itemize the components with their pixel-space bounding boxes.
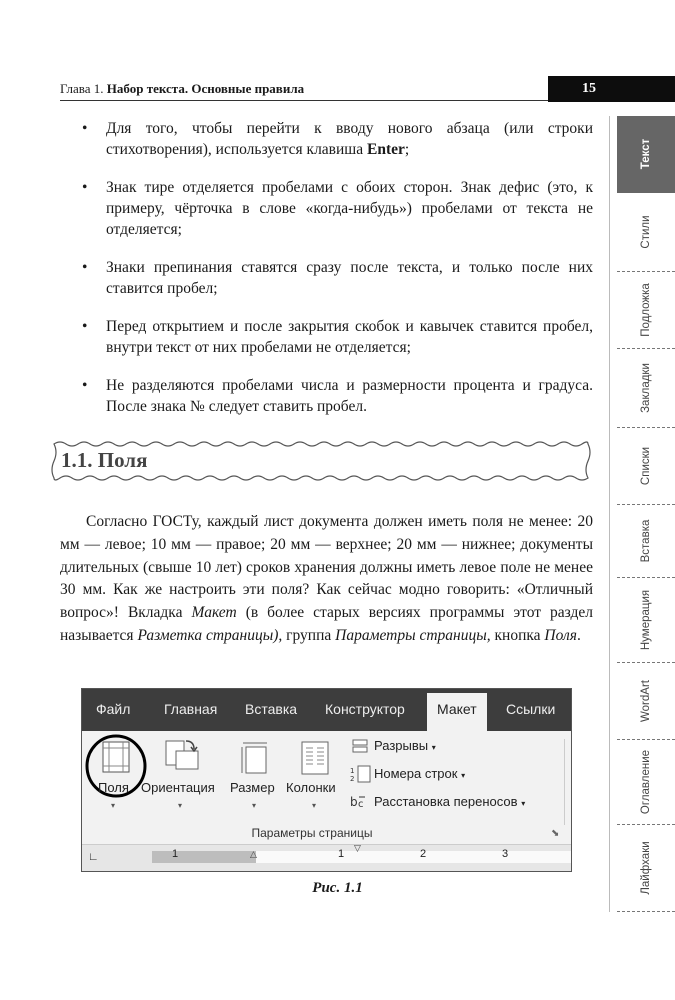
list-item: • Перед открытием и после закрытия скобок и кавычек ставится пробел, внутри текст от них пробелами не отделяется; (82, 318, 593, 356)
chevron-down-icon: ▾ (178, 801, 183, 810)
chevron-down-icon: ▾ (252, 801, 257, 810)
ruler-margin-area (152, 851, 256, 863)
ruler-number: 1 (172, 848, 179, 860)
columns-icon (301, 741, 329, 775)
chevron-down-icon: ▾ (312, 801, 317, 810)
side-tab-text[interactable]: Текст (617, 116, 675, 193)
indent-marker-icon[interactable]: △ (250, 849, 257, 859)
orientation-icon (164, 737, 200, 775)
side-tab-styles[interactable]: Стили (617, 193, 675, 272)
header-rule (60, 100, 550, 101)
tab-file[interactable]: Файл (96, 701, 131, 717)
bullet-list (60, 118, 593, 417)
page-header (60, 76, 675, 102)
size-icon (240, 741, 270, 775)
tab-layout[interactable]: Макет (427, 693, 487, 731)
ribbon-tabbar (82, 689, 571, 731)
side-tabs (617, 116, 675, 912)
tab-selector-icon[interactable]: ∟ (88, 851, 99, 863)
breaks-icon (350, 739, 370, 753)
margins-icon (102, 741, 130, 773)
tab-home[interactable]: Главная (164, 701, 218, 717)
page-number: 15 (582, 81, 596, 96)
side-tab-contents[interactable]: Оглавление (617, 740, 675, 825)
svg-text:2: 2 (350, 775, 355, 783)
side-tab-lists[interactable]: Списки (617, 428, 675, 505)
group-divider (564, 739, 565, 825)
running-head: Глава 1. Набор текста. Основные правила (60, 81, 305, 96)
side-tab-lifehacks[interactable]: Лайфхаки (617, 825, 675, 912)
tab-references[interactable]: Ссылки (506, 701, 556, 717)
side-tab-bookmarks[interactable]: Закладки (617, 349, 675, 428)
hyphenation-icon (350, 793, 372, 809)
ruler-number: 3 (502, 848, 509, 860)
side-tab-numbering[interactable]: Нумерация (617, 578, 675, 663)
breaks-button[interactable]: Разрывы ▾ (374, 738, 436, 753)
chevron-down-icon: ▾ (111, 801, 116, 810)
side-tabs-rule (609, 116, 610, 912)
columns-button[interactable]: Колонки (286, 780, 336, 795)
line-numbers-icon (350, 765, 372, 783)
list-item: • Не разделяются пробелами числа и размерности процента и градуса. После знака № следует ставить пробел. (82, 377, 593, 415)
list-item: • Знак тире отделяется пробелами с обоих сторон. Знак дефис (это, к примеру, чёрточка в слове «когда-нибудь») пробелами от текста не отделяется; (82, 179, 593, 238)
side-tab-watermark[interactable]: Подложка (617, 272, 675, 349)
list-item: • Знаки препинания ставятся сразу после текста, и только после них ставится пробел; (82, 259, 593, 297)
dialog-launcher-icon[interactable]: ⬊ (551, 828, 560, 839)
side-tab-wordart[interactable]: WordArt (617, 663, 675, 740)
tab-insert[interactable]: Вставка (245, 701, 298, 717)
ruler-text-area (256, 851, 571, 863)
svg-text:1: 1 (350, 767, 355, 775)
first-line-indent-icon[interactable]: ▽ (354, 843, 361, 853)
horizontal-ruler[interactable] (82, 844, 571, 872)
section-heading (48, 440, 593, 482)
body-paragraph: Согласно ГОСТу, каждый лист документа должен иметь поля не менее: 20 мм — левое; 10 мм — правое; 20 мм — верхнее; 20 мм — нижнее; документы длительных (свыше 10 лет) сроков хранения должны иметь левое поле не менее 30 мм. Как же настроить эти поля? Как сейчас модно говорить: «Отличный вопрос»! Вкладка Макет (в более старых версиях программы этот раздел называется Разметка страницы), группа Параметры страницы, кнопка Поля. (60, 513, 593, 644)
svg-text:c: c (358, 799, 364, 809)
hyphenation-button[interactable]: Расстановка переносов ▾ (374, 794, 526, 809)
ruler-number: 2 (420, 848, 427, 860)
svg-text:b: b (350, 795, 358, 809)
ruler-number: 1 (338, 848, 345, 860)
size-button[interactable]: Размер (230, 780, 275, 795)
list-item: • Для того, чтобы перейти к вводу нового абзаца (или строки стихотворения), используется клавиша Enter; (82, 120, 593, 158)
side-tab-insert[interactable]: Вставка (617, 505, 675, 578)
bullet-list-area (60, 118, 593, 434)
tab-design[interactable]: Конструктор (325, 701, 405, 717)
ribbon-screenshot (81, 688, 572, 872)
line-numbers-button[interactable]: Номера строк ▾ (374, 766, 466, 781)
page-number-box (548, 76, 675, 102)
figure-caption: Рис. 1.1 (312, 880, 363, 896)
margins-button[interactable]: Поля (98, 780, 129, 795)
group-page-setup-label: Параметры страницы (251, 826, 373, 840)
orientation-button[interactable]: Ориентация (141, 780, 215, 795)
section-title: 1.1. Поля (61, 448, 148, 472)
